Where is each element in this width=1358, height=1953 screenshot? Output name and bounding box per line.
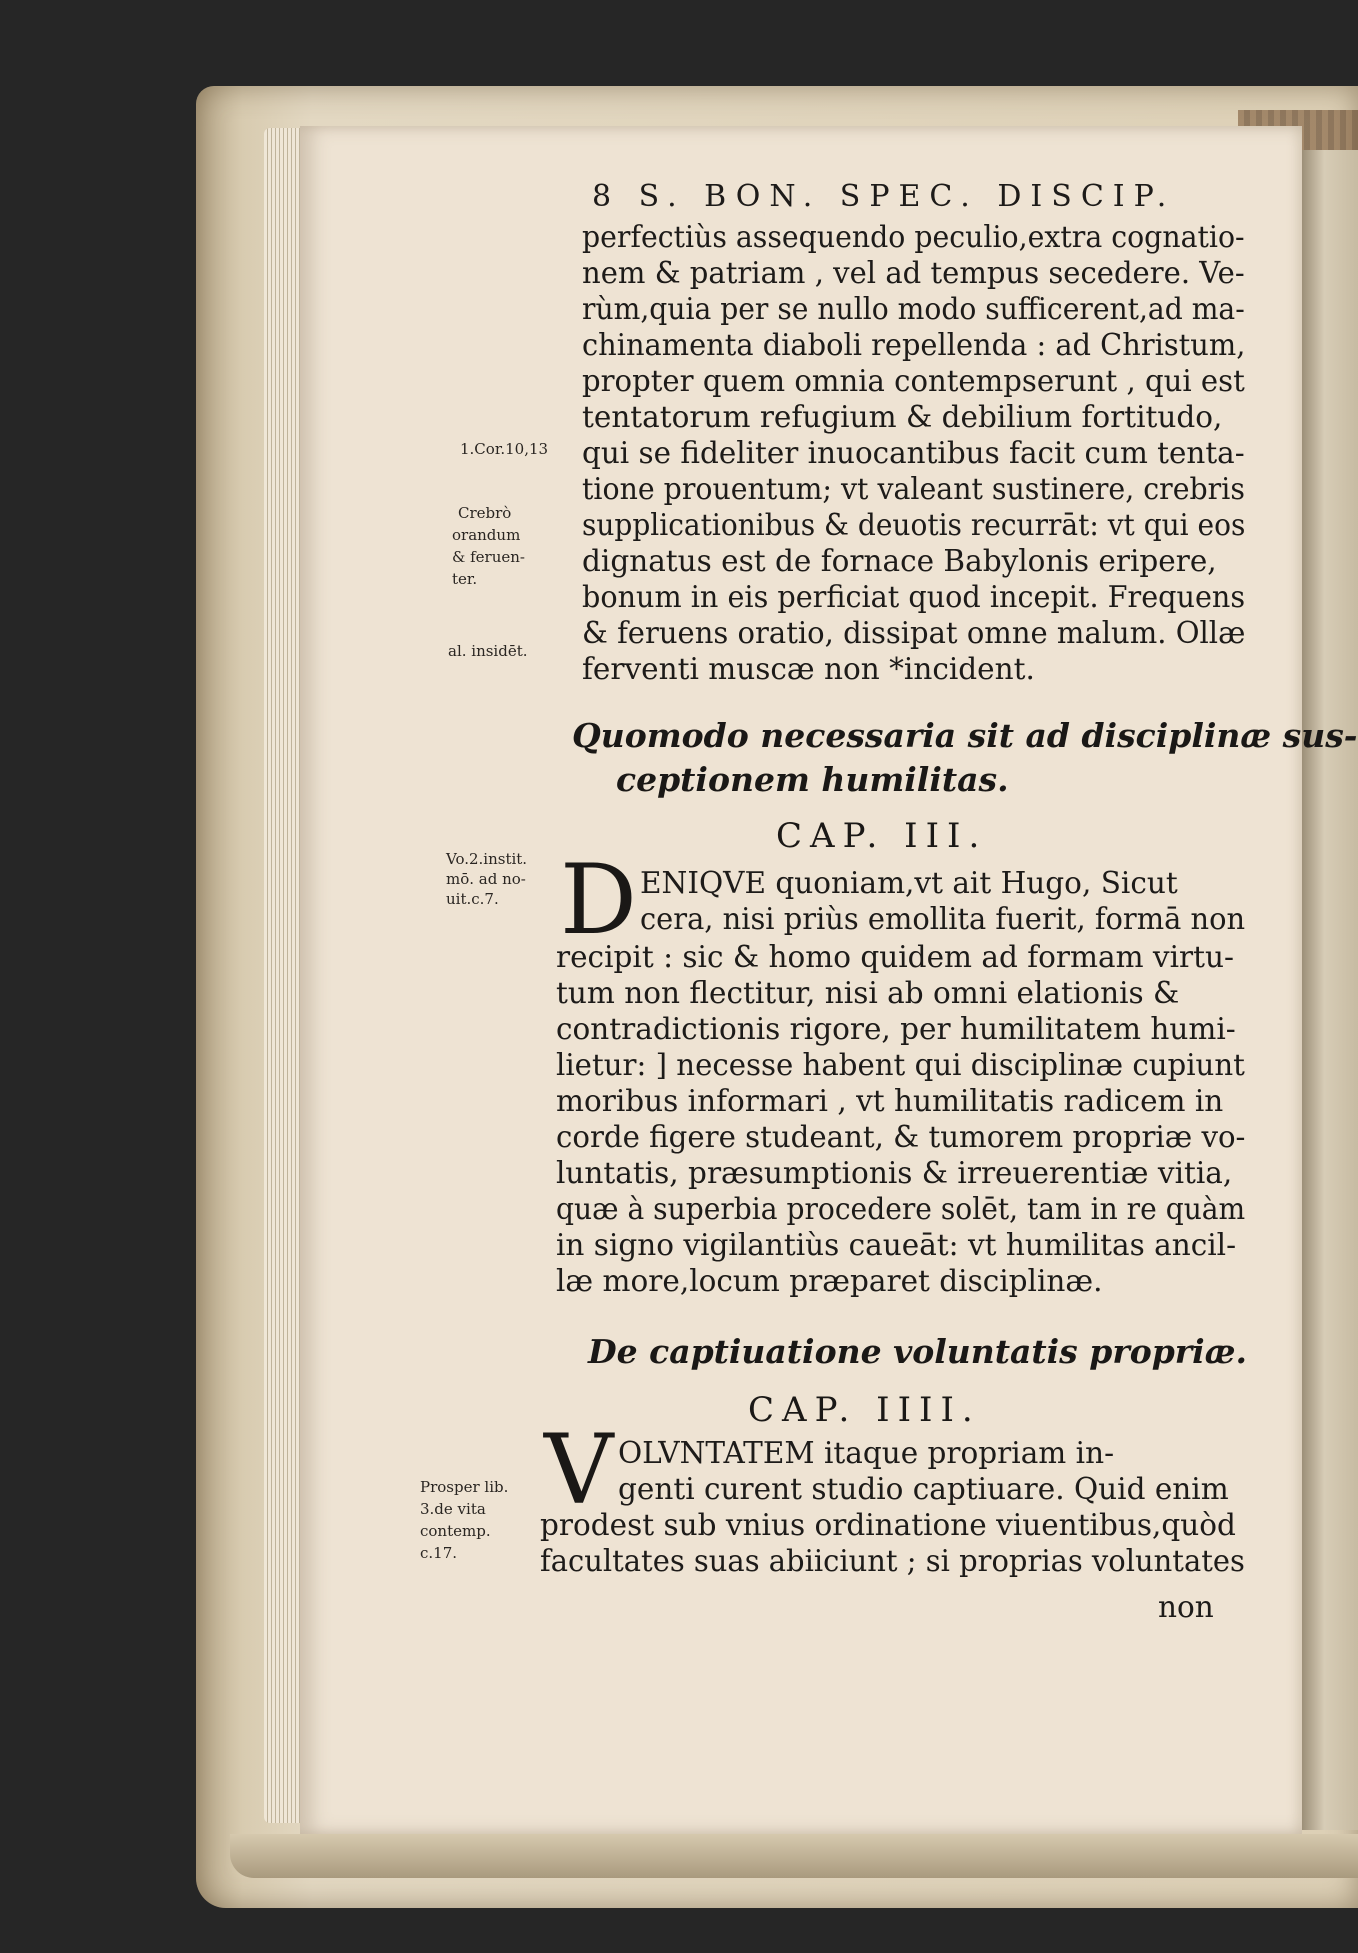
margin-note: Vo.2.instit. [446,850,528,868]
margin-note: & feruen- [452,548,525,566]
gutter [1302,150,1358,1830]
text-line: nem & patriam , vel ad tempus secedere. Ve- [582,256,1245,290]
text-line: moribus informari , vt humilitatis radicem in [556,1084,1224,1118]
margin-note: mō. ad no- [446,870,526,888]
text-line: perfectiùs assequendo peculio,extra cognatio- [582,220,1245,254]
text-line: facultates suas abiiciunt ; si proprias voluntates [540,1544,1245,1578]
margin-note: 3.de vita [420,1500,486,1518]
text-line: quæ à superbia procedere solēt, tam in re quàm [556,1192,1246,1226]
text-line: corde figere studeant, & tumorem propriæ vo- [556,1120,1246,1154]
margin-note: Crebrò [458,504,512,522]
margin-note: contemp. [420,1522,491,1540]
text-line: lietur: ] necesse habent qui disciplinæ cupiunt [556,1048,1245,1082]
chapter-number: CAP. III. [776,816,988,856]
margin-note: 1.Cor.10,13 [460,440,549,458]
text-line: contradictionis rigore, per humilitatem humi- [556,1012,1236,1046]
margin-note: Prosper lib. [420,1478,509,1496]
text-line: recipit : sic & homo quidem ad formam virtu- [556,940,1234,974]
chapter-number: CAP. IIII. [748,1390,981,1430]
text-line: qui se fideliter inuocantibus facit cum tenta- [582,436,1245,470]
text-line: bonum in eis perficiat quod incepit. Frequens [582,580,1246,614]
bottom-edge [230,1834,1358,1878]
text-line: cera, nisi priùs emollita fuerit, formā non [640,902,1246,936]
text-line: dignatus est de fornace Babylonis eripere, [582,544,1217,578]
text-line: OLVNTATEM itaque propriam in- [618,1436,1115,1470]
text-line: tione prouentum; vt valeant sustinere, crebris [582,472,1245,506]
text-line: propter quem omnia contempserunt , qui est [582,364,1245,398]
drop-cap: D [560,844,637,956]
margin-note: al. insidēt. [448,642,528,660]
text-line: læ more,locum præparet disciplinæ. [556,1264,1103,1298]
margin-note: c.17. [420,1544,458,1562]
running-header: 8 S. BON. SPEC. DISCIP. [592,179,1176,214]
drop-cap: V [544,1414,614,1526]
chapter-title: De captiuatione voluntatis propriæ. [588,1332,1247,1371]
text-line: luntatis, præsumptionis & irreuerentiæ vitia, [556,1156,1233,1190]
text-line: tum non flectitur, nisi ab omni elationis & [556,976,1180,1010]
chapter-title: ceptionem humilitas. [616,760,1009,799]
text-line: supplicationibus & deuotis recurrāt: vt qui eos [582,508,1246,542]
text-line: ferventi muscæ non *incident. [582,652,1035,686]
margin-note: ter. [452,570,478,588]
text-line: chinamenta diaboli repellenda : ad Christum, [582,328,1246,362]
margin-note: orandum [452,526,521,544]
text-line: & feruens oratio, dissipat omne malum. Ollæ [582,616,1246,650]
text-line: prodest sub vnius ordinatione viuentibus,quòd [540,1508,1236,1542]
margin-note: uit.c.7. [446,890,499,908]
text-line: tentatorum refugium & debilium fortitudo, [582,400,1223,434]
text-line: in signo vigilantiùs caueāt: vt humilitas ancil- [556,1228,1237,1262]
text-line: genti curent studio captiuare. Quid enim [618,1472,1229,1506]
text-line: rùm,quia per se nullo modo sufficerent,ad ma- [582,292,1245,326]
text-line: ENIQVE quoniam,vt ait Hugo, Sicut [640,866,1178,900]
catchword: non [1158,1590,1214,1624]
chapter-title: Quomodo necessaria sit ad disciplinæ sus- [572,716,1358,755]
